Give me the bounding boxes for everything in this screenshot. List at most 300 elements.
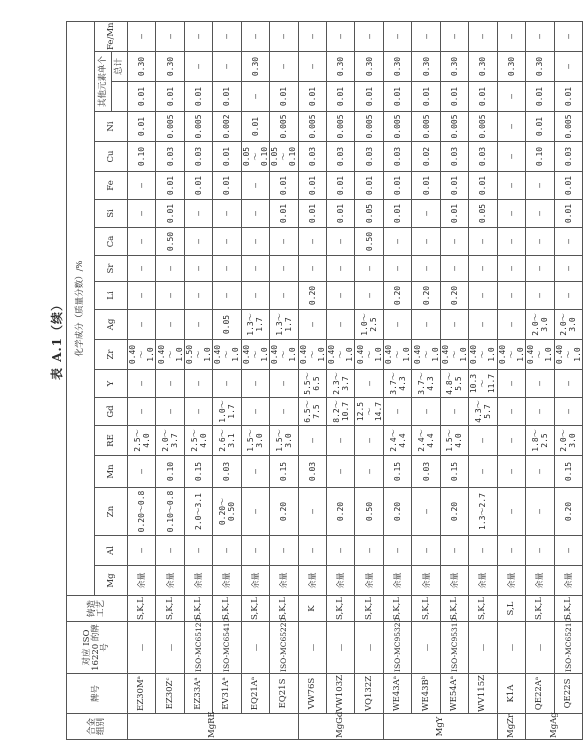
composition-cell: — (554, 536, 583, 566)
composition-cell: — (213, 370, 241, 398)
composition-cell: — (469, 21, 497, 51)
composition-cell: — (156, 370, 184, 398)
composition-cell: 0.10～0.8 (156, 488, 184, 536)
composition-cell: 0.01 (298, 172, 326, 200)
table-row (241, 21, 269, 739)
composition-cell: 0.01 (127, 112, 155, 142)
composition-cell: — (526, 228, 554, 256)
composition-cell: 0.01 (412, 172, 440, 200)
composition-cell: — (327, 536, 355, 566)
composition-cell: 0.03 (298, 456, 326, 488)
composition-cell: — (298, 52, 326, 82)
composition-cell: 0.005 (440, 112, 468, 142)
process-cell: S,K,L (156, 596, 184, 622)
iso-grade-cell: — (127, 622, 155, 674)
composition-cell: 0.01 (298, 200, 326, 228)
composition-cell: — (526, 536, 554, 566)
composition-cell: — (355, 21, 383, 51)
composition-cell: — (440, 536, 468, 566)
header-el-gd: Gd (95, 398, 128, 426)
composition-cell: 0.30 (355, 52, 383, 82)
composition-cell: 0.01 (355, 82, 383, 112)
composition-cell: 0.30 (469, 52, 497, 82)
composition-cell: — (241, 256, 269, 282)
composition-cell: — (440, 21, 468, 51)
composition-cell: — (213, 256, 241, 282)
iso-grade-cell: — (526, 622, 554, 674)
composition-cell: 0.15 (440, 456, 468, 488)
table-row (497, 21, 525, 739)
composition-cell: 2.0～ 3.0 (554, 310, 583, 340)
composition-cell: — (127, 370, 155, 398)
composition-cell: — (270, 256, 298, 282)
composition-cell: — (127, 172, 155, 200)
iso-grade-cell: — (497, 622, 525, 674)
composition-cell: 0.01 (327, 200, 355, 228)
table-row (127, 21, 155, 739)
composition-cell: 余量 (127, 566, 155, 596)
composition-cell: — (497, 228, 525, 256)
process-cell: S,L (497, 596, 525, 622)
iso-grade-cell: — (412, 622, 440, 674)
composition-cell: 0.005 (156, 112, 184, 142)
header-el-al: Al (95, 536, 128, 566)
process-cell: S,K,L (184, 596, 212, 622)
composition-cell: 余量 (213, 566, 241, 596)
iso-grade-cell: ISO-MC65120 (184, 622, 212, 674)
composition-cell: 0.20 (383, 282, 411, 310)
composition-cell: 0.01 (526, 82, 554, 112)
process-cell: S,K,L (270, 596, 298, 622)
composition-cell: — (270, 52, 298, 82)
composition-cell: — (270, 228, 298, 256)
composition-cell: 0.40～ 1.0 (156, 340, 184, 370)
composition-cell: 0.20 (383, 488, 411, 536)
composition-cell: 0.01 (554, 172, 583, 200)
composition-cell: — (156, 310, 184, 340)
composition-cell: 余量 (469, 566, 497, 596)
composition-cell: 0.40～ 1.0 (327, 340, 355, 370)
composition-cell: 0.002 (213, 112, 241, 142)
table-row (440, 21, 468, 739)
composition-cell: 3.7～ 4.3 (412, 370, 440, 398)
process-cell: S,K,L (412, 596, 440, 622)
composition-cell: — (184, 282, 212, 310)
composition-cell: — (327, 426, 355, 456)
composition-cell: 2.4～ 4.4 (412, 426, 440, 456)
composition-cell: — (127, 398, 155, 426)
header-el-ni: Ni (95, 112, 128, 142)
composition-cell: 0.01 (412, 82, 440, 112)
grade-cell: WV115Z (469, 674, 497, 714)
composition-cell: 0.50～ 1.0 (184, 340, 212, 370)
composition-cell: 2.3～ 3.7 (327, 370, 355, 398)
composition-cell: 0.20 (298, 282, 326, 310)
composition-cell: — (213, 536, 241, 566)
composition-cell: 0.30 (127, 52, 155, 82)
composition-cell: 0.40～ 1.0 (355, 340, 383, 370)
composition-cell: 1.0～ 2.5 (355, 310, 383, 340)
composition-cell: — (127, 536, 155, 566)
composition-cell: 余量 (355, 566, 383, 596)
composition-cell: 0.03 (327, 142, 355, 172)
composition-cell: 0.01 (440, 200, 468, 228)
iso-grade-cell: ISO-MC95320 (383, 622, 411, 674)
composition-cell: 0.50 (156, 228, 184, 256)
grade-cell: WE43Bᵇ (412, 674, 440, 714)
grade-cell: WE43Aᵃ (383, 674, 411, 714)
composition-cell: — (327, 228, 355, 256)
header-group: 合金组别 (67, 714, 128, 740)
composition-cell: 余量 (554, 566, 583, 596)
composition-cell: — (270, 21, 298, 51)
composition-cell: — (469, 256, 497, 282)
composition-cell: — (327, 21, 355, 51)
composition-cell: — (241, 398, 269, 426)
composition-cell: — (298, 536, 326, 566)
header-el-ca: Ca (95, 228, 128, 256)
composition-cell: 0.40～ 1.0 (127, 340, 155, 370)
composition-cell: 0.01 (383, 172, 411, 200)
composition-cell: 0.01 (554, 200, 583, 228)
composition-cell: 0.20～0.8 (127, 488, 155, 536)
composition-cell: — (383, 310, 411, 340)
composition-cell: 0.005 (554, 112, 583, 142)
composition-cell: 0.10 (156, 456, 184, 488)
composition-table (66, 21, 583, 740)
composition-cell: — (127, 456, 155, 488)
grade-cell: VQ132Z (355, 674, 383, 714)
composition-cell: — (497, 398, 525, 426)
composition-cell: — (298, 488, 326, 536)
composition-cell: — (156, 282, 184, 310)
header-el-mn: Mn (95, 456, 128, 488)
composition-cell: 余量 (298, 566, 326, 596)
table-row (184, 21, 212, 739)
composition-cell: — (241, 172, 269, 200)
composition-cell: — (156, 256, 184, 282)
composition-cell: 0.30 (241, 52, 269, 82)
composition-cell: 余量 (383, 566, 411, 596)
composition-cell: 0.01 (327, 82, 355, 112)
iso-grade-cell: ISO-MC65210 (554, 622, 583, 674)
iso-grade-cell: ISO-MC95310 (440, 622, 468, 674)
composition-cell: — (526, 488, 554, 536)
header-el-cu: Cu (95, 142, 128, 172)
composition-cell: — (497, 456, 525, 488)
composition-cell: — (241, 536, 269, 566)
composition-cell: — (241, 488, 269, 536)
composition-cell: — (554, 282, 583, 310)
composition-cell: — (554, 370, 583, 398)
composition-cell: — (440, 256, 468, 282)
composition-cell: 0.03 (156, 142, 184, 172)
composition-cell: 0.05 (213, 310, 241, 340)
composition-cell: 0.005 (327, 112, 355, 142)
grade-cell: EQ21S (270, 674, 298, 714)
header-other-elements: 其他元素单个 (95, 52, 111, 112)
composition-cell: 0.15 (184, 456, 212, 488)
header-el-fe: Fe (95, 172, 128, 200)
composition-cell: — (127, 310, 155, 340)
composition-cell: — (184, 398, 212, 426)
composition-cell: 2.5～ 4.0 (127, 426, 155, 456)
composition-cell: 余量 (440, 566, 468, 596)
grade-cell: WE54Aᵃ (440, 674, 468, 714)
composition-cell: 1.8～ 2.5 (526, 426, 554, 456)
composition-cell: — (270, 282, 298, 310)
header-fe-mn: Fe/Mn (95, 21, 128, 51)
composition-cell: 0.01 (526, 112, 554, 142)
composition-cell: — (327, 310, 355, 340)
composition-cell: — (241, 200, 269, 228)
grade-cell: EV31Aᵃ (213, 674, 241, 714)
composition-cell: 0.15 (554, 456, 583, 488)
composition-cell: — (497, 282, 525, 310)
composition-cell: 0.20 (440, 282, 468, 310)
composition-cell: 0.50 (355, 488, 383, 536)
table-row (270, 21, 298, 739)
composition-cell: — (383, 21, 411, 51)
composition-cell: 0.30 (440, 52, 468, 82)
composition-cell: — (469, 536, 497, 566)
composition-cell: 1.5～ 3.0 (270, 426, 298, 456)
iso-grade-cell: — (298, 622, 326, 674)
process-cell: S,K,L (355, 596, 383, 622)
composition-cell: — (156, 398, 184, 426)
composition-cell: 1.5～ 4.0 (440, 426, 468, 456)
composition-cell: 0.01 (440, 172, 468, 200)
group-cell-mgag: MgAg (526, 714, 583, 740)
process-cell: S,K,L (469, 596, 497, 622)
composition-cell: — (184, 256, 212, 282)
composition-cell: — (241, 282, 269, 310)
header-iso: 对应 ISO 16220 的牌号 (67, 622, 128, 674)
composition-cell: — (497, 310, 525, 340)
composition-cell: 0.40～ 1.0 (241, 340, 269, 370)
composition-cell: 0.30 (526, 52, 554, 82)
composition-cell: 余量 (526, 566, 554, 596)
composition-cell: — (497, 536, 525, 566)
composition-cell: — (184, 370, 212, 398)
composition-cell: — (383, 536, 411, 566)
composition-cell: — (497, 112, 525, 142)
composition-cell: 0.03 (383, 142, 411, 172)
composition-cell: 0.30 (497, 52, 525, 82)
composition-cell: — (241, 21, 269, 51)
composition-cell: 0.01 (213, 142, 241, 172)
composition-cell: — (270, 370, 298, 398)
composition-cell: 0.50 (355, 228, 383, 256)
composition-cell: 0.01 (270, 200, 298, 228)
composition-cell: — (355, 426, 383, 456)
composition-cell: 2.6～ 3.1 (213, 426, 241, 456)
composition-cell: — (184, 200, 212, 228)
composition-cell: 0.01 (469, 82, 497, 112)
composition-cell: — (355, 370, 383, 398)
composition-cell: 0.01 (127, 82, 155, 112)
composition-cell: — (184, 310, 212, 340)
composition-cell: — (497, 200, 525, 228)
composition-cell: 0.01 (156, 200, 184, 228)
composition-cell: — (127, 200, 155, 228)
composition-cell: — (270, 398, 298, 426)
table-row (412, 21, 440, 739)
composition-cell: — (554, 256, 583, 282)
composition-cell: 0.40～ 1.0 (440, 340, 468, 370)
composition-cell: — (270, 536, 298, 566)
composition-cell: — (497, 172, 525, 200)
composition-cell: 0.01 (554, 82, 583, 112)
composition-cell: — (497, 142, 525, 172)
composition-cell: — (184, 21, 212, 51)
header-process: 铸造工艺 (67, 596, 128, 622)
composition-cell: 0.01 (383, 200, 411, 228)
composition-cell: — (213, 228, 241, 256)
grade-cell: EZ33Aᵃ (184, 674, 212, 714)
composition-cell: 0.40～ 1.0 (469, 340, 497, 370)
composition-cell: — (127, 282, 155, 310)
composition-cell: — (241, 82, 269, 112)
iso-grade-cell: — (241, 622, 269, 674)
composition-cell: 1.3～2.7 (469, 488, 497, 536)
composition-cell: 0.20 (327, 488, 355, 536)
composition-cell: 0.20 (554, 488, 583, 536)
composition-cell: 0.03 (440, 142, 468, 172)
composition-cell: 0.01 (184, 172, 212, 200)
process-cell: S,K,L (554, 596, 583, 622)
iso-grade-cell: ISO-MC65410 (213, 622, 241, 674)
process-cell: S,K,L (127, 596, 155, 622)
composition-cell: 0.005 (412, 112, 440, 142)
composition-cell: 0.01 (440, 82, 468, 112)
composition-cell: 0.005 (355, 112, 383, 142)
composition-cell: 0.40～ 1.0 (497, 340, 525, 370)
composition-cell: 0.01 (298, 82, 326, 112)
composition-cell: 2.5～ 4.0 (184, 426, 212, 456)
composition-cell: — (241, 228, 269, 256)
composition-cell: 1.0～ 1.7 (213, 398, 241, 426)
composition-cell: 0.20 (270, 488, 298, 536)
composition-cell: 0.10 (127, 142, 155, 172)
composition-cell: 0.02 (412, 142, 440, 172)
composition-cell: — (298, 21, 326, 51)
process-cell: S,K,L (213, 596, 241, 622)
composition-cell: 2.4～ 4.4 (383, 426, 411, 456)
composition-cell: — (383, 228, 411, 256)
composition-cell: 0.005 (469, 112, 497, 142)
composition-cell: — (497, 256, 525, 282)
table-row (298, 21, 326, 739)
composition-cell: 0.10 (526, 142, 554, 172)
composition-cell: — (327, 282, 355, 310)
composition-cell: — (298, 426, 326, 456)
composition-cell: 0.01 (270, 82, 298, 112)
rotated-table-container (66, 22, 583, 740)
group-cell-mgre: MgRE (127, 714, 298, 740)
composition-cell: 余量 (497, 566, 525, 596)
composition-cell: — (213, 52, 241, 82)
header-el-zn: Zn (95, 488, 128, 536)
grade-cell: EZ30Zᶜ (156, 674, 184, 714)
composition-cell: — (526, 456, 554, 488)
composition-cell: — (127, 21, 155, 51)
group-cell-mggd: MgGd (298, 714, 383, 740)
composition-cell: 0.40～ 1.0 (554, 340, 583, 370)
composition-cell: — (298, 310, 326, 340)
grade-cell: VW76S (298, 674, 326, 714)
composition-cell: — (526, 200, 554, 228)
composition-cell: 0.01 (469, 172, 497, 200)
composition-cell: 0.05 (355, 200, 383, 228)
table-title: 表 A.1（续） (50, 297, 64, 380)
composition-cell: — (440, 228, 468, 256)
grade-cell: QE22Aᵃ (526, 674, 554, 714)
composition-cell: — (526, 282, 554, 310)
composition-cell: 0.40～ 1.0 (213, 340, 241, 370)
process-cell: K (298, 596, 326, 622)
composition-cell: 0.03 (469, 142, 497, 172)
table-row (469, 21, 497, 739)
composition-cell: — (412, 21, 440, 51)
table-row (327, 21, 355, 739)
composition-cell: 0.15 (270, 456, 298, 488)
composition-cell: — (412, 536, 440, 566)
composition-cell: 0.03 (298, 142, 326, 172)
composition-cell: 3.7～ 4.3 (383, 370, 411, 398)
composition-cell: 6.5～ 7.5 (298, 398, 326, 426)
composition-cell: — (327, 456, 355, 488)
process-cell: S,K,L (526, 596, 554, 622)
grade-cell: VW103Z (327, 674, 355, 714)
header-el-zr: Zr (95, 340, 128, 370)
composition-cell: 0.01 (156, 82, 184, 112)
composition-cell: 0.20～0.50 (213, 488, 241, 536)
composition-cell: 0.05～ 0.10 (270, 142, 298, 172)
composition-cell: 0.01 (241, 112, 269, 142)
composition-cell: — (497, 488, 525, 536)
header-el-li: Li (95, 282, 128, 310)
composition-cell: — (526, 398, 554, 426)
composition-cell: 10.3～ 11.7 (469, 370, 497, 398)
composition-cell: — (469, 228, 497, 256)
composition-cell: 1.5～ 3.0 (241, 426, 269, 456)
composition-cell: — (412, 488, 440, 536)
composition-cell: 0.005 (298, 112, 326, 142)
composition-cell: — (213, 282, 241, 310)
composition-cell: — (412, 256, 440, 282)
composition-cell: 0.30 (156, 52, 184, 82)
header-chemical-composition: 化学成分（质量分数）/% (67, 21, 95, 595)
composition-cell: — (184, 536, 212, 566)
composition-cell: 2.0～ 3.7 (156, 426, 184, 456)
composition-cell: 0.005 (184, 112, 212, 142)
table-row (554, 21, 583, 739)
composition-cell: — (554, 228, 583, 256)
composition-cell: 余量 (184, 566, 212, 596)
composition-cell: — (469, 456, 497, 488)
header-others-each-spacer (111, 82, 127, 112)
composition-cell: 0.01 (355, 172, 383, 200)
composition-cell: — (412, 398, 440, 426)
table-row (156, 21, 184, 739)
composition-cell: 8.2～ 10.7 (327, 398, 355, 426)
composition-cell: 12.5～ 14.7 (355, 398, 383, 426)
composition-cell: 0.03 (355, 142, 383, 172)
header-others-total: 总计 (111, 52, 127, 82)
header-el-mg: Mg (95, 566, 128, 596)
iso-grade-cell: — (156, 622, 184, 674)
